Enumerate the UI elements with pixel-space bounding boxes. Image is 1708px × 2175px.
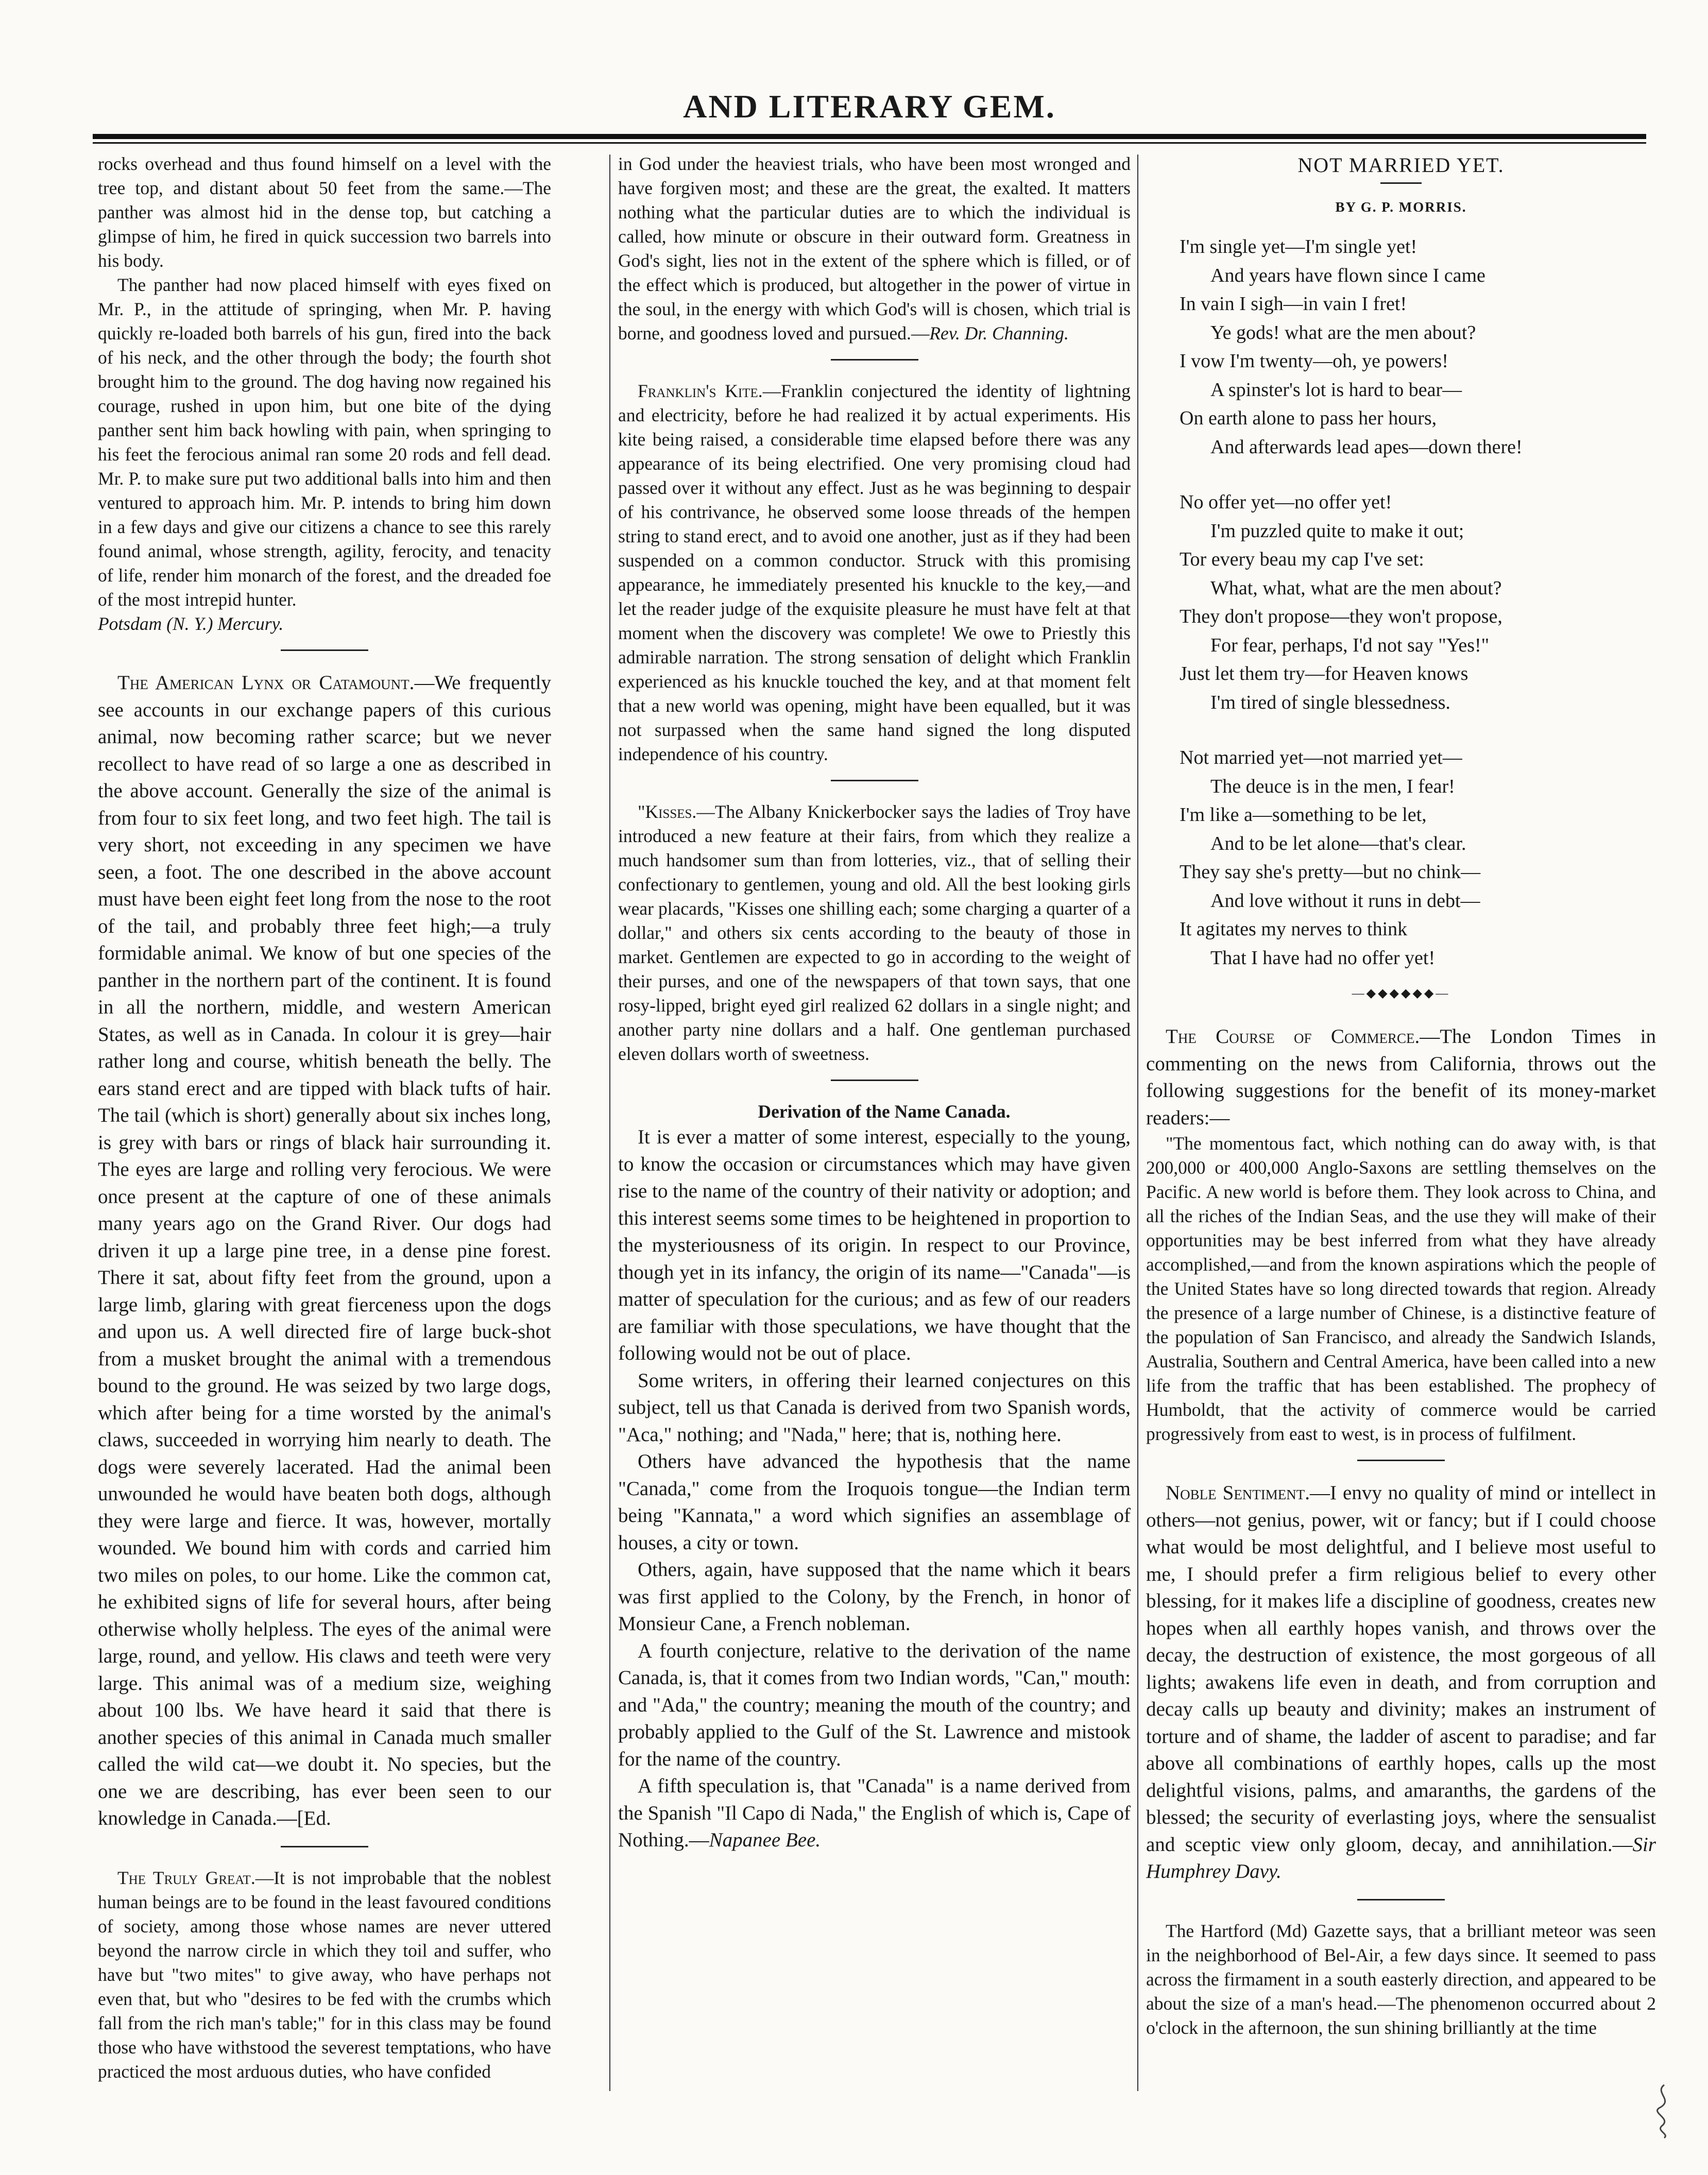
canada-paragraph: Others have advanced the hypothesis that the name "Canada," come from the Iroquois tongue—the Indian term being "Kannata," a word which signifies an assemblage of houses, a city or town.: [618, 1450, 1131, 1554]
source-signature: Rev. Dr. Channing.: [929, 323, 1069, 344]
column-3: [1146, 152, 1656, 2119]
canada-paragraph: A fourth conjecture, relative to the derivation of the name Canada, is, that it comes from two Indian words, "Can," mouth: and "Ada," the country; meaning the mouth of the country; and probably applied to the Gulf of the St. Lawrence and mistook for the name of the country.: [618, 1639, 1131, 1770]
article-separator: [831, 359, 918, 361]
article-separator: [1357, 1460, 1445, 1461]
poem-line: And afterwards lead apes—down there!: [1210, 436, 1523, 458]
column-2: [618, 152, 1131, 2119]
poem-line: On earth alone to pass her hours,: [1180, 407, 1437, 429]
panther-story-continued: rocks overhead and thus found himself on a level with the tree top, and distant about 50 feet from the same.—The panther was almost hid in the dense top, but catching a glimpse of him, he fired in quick succession two barrels into his body.: [98, 153, 551, 271]
article-body: —We frequently see accounts in our exchange papers of this curious animal, now becoming rather scarce; but we never recollect to have read of so large a one as described in the above account. Generally the size of the animal is from four to six feet long, and two feet high. The tail is very short, not exceeding in any specimen we have seen, a foot. The one described in the above account must have been eight feet long from the nose to the root of the tail, and probably three feet high;—a truly formidable animal. We know of but one species of the panther in the northern part of the continent. It is found in all the northern, middle, and western American States, as well as in Canada. In colour it is grey—hair rather long and course, whitish beneath the belly. The ears stand erect and are tipped with black tufts of hair. The tail (which is short) generally about six inches long, is grey with bars or rings of black hair surrounding it. The eyes are large and rolling very ferocious. We were once present at the capture of one of these animals many years ago on the Grand River. Our dogs had driven it up a large pine tree, in a dense pine forest. There it sat, about fifty feet from the ground, upon a large limb, glaring with great fierceness upon the dogs and upon us. A well directed fire of large buck-shot from a musket brought the animal with a tremendous bound to the ground. He was seized by two large dogs, which after being for a time worsted by the animal's claws, succeeded in worrying him nearly to death. The dogs were severely lacerated. Had the animal been unwounded he would have beaten both dogs, although they were large and fierce. It was, however, mortally wounded. We bound him with cords and carried him two miles on poles, to our home. Like the common cat, he exhibited signs of life for several hours, after being otherwise wholly helpless. The eyes of the animal were large, round, and yellow. His claws and teeth were very large. This animal was of a medium size, weighing about 100 lbs. We have heard it said that there is another species of this animal in Canada much smaller called the wild cat—we doubt it. No species, but the one we are describing, has ever been seen to our knowledge in Canada.—[Ed.: [98, 672, 551, 1829]
poem-byline: BY G. P. MORRIS.: [1335, 199, 1467, 215]
masthead-title: AND LITERARY GEM.: [683, 88, 1056, 125]
article-body: A fifth speculation is, that "Canada" is a name derived from the Spanish "Il Capo di Nada," the English of which is, Cape of Nothing.—: [618, 1775, 1131, 1851]
article-separator: [831, 780, 918, 781]
poem-line: I'm puzzled quite to make it out;: [1210, 520, 1464, 542]
commerce-quote: "The momentous fact, which nothing can do away with, is that 200,000 or 400,000 Anglo-Saxons are settling themselves on the Pacific. A new world is before them. They look across to China, and all the riches of the Indian Seas, and the use they will make of their opportunities may be best inferred from what they have already accomplished,—and from the known aspirations which the people of the United States have so long directed towards that region. Already the presence of a large number of Chinese, is a distinctive feature of the population of San Francisco, and already the Sandwich Islands, Australia, Southern and Central America, have been called into a new life from the traffic that has been established. The prophecy of Humboldt, that the activity of commerce would be carried progressively from east to west, is in process of fulfilment.: [1146, 1133, 1656, 1444]
poem-line: It agitates my nerves to think: [1180, 918, 1408, 940]
article-heading: Franklin's Kite.: [638, 381, 763, 401]
poem-line: Just let them try—for Heaven knows: [1180, 663, 1468, 684]
article-heading: "Kisses.: [638, 801, 697, 822]
poem-stanza: [1180, 233, 1656, 461]
poem-line: That I have had no offer yet!: [1210, 947, 1436, 969]
article-body: —The London Times in commenting on the news from California, throws out the following suggestions for the benefit of its money-market readers:—: [1146, 1025, 1656, 1129]
poem-stanza: [1180, 488, 1656, 717]
article-separator: [281, 649, 368, 651]
poem-line: I'm like a—something to be let,: [1180, 804, 1427, 826]
canada-paragraph: [618, 1773, 1131, 1854]
column-1: [98, 152, 551, 2119]
masthead-rule-thin: [93, 142, 1646, 144]
hartford-meteor-article: The Hartford (Md) Gazette says, that a brilliant meteor was seen in the neighborhood of Bel-Air, a few days since. It seemed to pass across the firmament in a south easterly direction, and appeared to be about the size of a man's head.—The phenomenon occurred about 2 o'clock in the afternoon, the sun shining brilliantly at the time: [1146, 1920, 1656, 2038]
poem-line: For fear, perhaps, I'd not say "Yes!": [1210, 634, 1490, 656]
poem-body: [1180, 233, 1656, 972]
article-heading: The Course of Commerce.: [1166, 1025, 1420, 1048]
poem-line: They don't propose—they won't propose,: [1180, 606, 1502, 627]
article-body: —The Albany Knickerbocker says the ladies of Troy have introduced a new feature at their fairs, from which they realize a much handsomer sum than from lotteries, viz., that of selling their confectionary to gentlemen, young and old. All the best looking girls wear placards, "Kisses one shilling each; some charging a quarter of a dollar," and others six cents according to the beauty of those in market. Gentlemen are expected to go in according to the weight of their purses, and one of the newspapers of that town says, that one rosy-lipped, bright eyed girl realized 62 dollars in a single night; and another party nine dollars and a half. One gentleman purchased eleven dollars worth of sweetness.: [618, 801, 1131, 1064]
source-signature: Napanee Bee.: [709, 1829, 821, 1851]
canada-paragraph: Others, again, have supposed that the name which it bears was first applied to the Colony, by the French, in honor of Monsieur Cane, a French nobleman.: [618, 1559, 1131, 1635]
article-body: —Franklin conjectured the identity of lightning and electricity, before he had realized it by actual experiments. His kite being raised, a considerable time elapsed before there was any appearance of its being electrified. One very promising cloud had passed over it without any effect. Just as he was beginning to despair of his contrivance, he observed some loose threads of the hempen string to stand erect, and to avoid one another, just as if they had been suspended on a common conductor. Struck with this promising appearance, he immediately presented his knuckle to the key,—and let the reader judge of the exquisite pleasure he must have felt at that moment when the discovery was complete! We owe to Priestly this admirable narration. The strong sensation of delight which Franklin experienced as his knuckle touched the key, and at that moment felt that a new world was opening, might have been equalled, but it was not surpassed when the same hand signed the long disputed independence of his country.: [618, 381, 1131, 764]
article-separator: [281, 1846, 368, 1847]
article-heading: The Truly Great.: [117, 1867, 255, 1888]
poem-line: They say she's pretty—but no chink—: [1180, 861, 1481, 883]
commerce-article: [1146, 1023, 1656, 1132]
poem-line: No offer yet—no offer yet!: [1180, 491, 1392, 513]
margin-scribble: [1649, 2082, 1680, 2139]
poem-line: The deuce is in the men, I fear!: [1210, 775, 1455, 797]
poem-line: Ye gods! what are the men about?: [1210, 321, 1476, 344]
poem-line: Not married yet—not married yet—: [1180, 747, 1462, 768]
poem-line: And years have flown since I came: [1210, 264, 1485, 286]
poem-line: I'm single yet—I'm single yet!: [1180, 236, 1417, 258]
poem-line: A spinster's lot is hard to bear—: [1210, 379, 1462, 401]
article-separator: [831, 1080, 918, 1081]
article-separator: [1357, 1899, 1445, 1900]
poem-line: I vow I'm twenty—oh, ye powers!: [1180, 350, 1448, 372]
poem-line: What, what, what are the men about?: [1210, 577, 1502, 599]
poem-stanza: [1180, 744, 1656, 972]
poem-line: In vain I sigh—in vain I fret!: [1180, 293, 1407, 315]
poem-line: I'm tired of single blessedness.: [1210, 691, 1450, 713]
ornamental-divider: —◆◆◆◆◆◆—: [1352, 987, 1450, 1000]
poem-line: And to be let alone—that's clear.: [1210, 832, 1466, 854]
panther-story-source: [98, 612, 551, 636]
noble-sentiment-article: [1146, 1480, 1656, 1886]
source-signature: Sir Humphrey Davy.: [1146, 1833, 1656, 1882]
column-divider: [1137, 155, 1138, 2091]
article-heading: Noble Sentiment.: [1166, 1482, 1310, 1504]
poem-title: NOT MARRIED YET.: [1297, 153, 1505, 177]
lynx-article: [98, 670, 551, 1833]
article-body: in God under the heaviest trials, who have been most wronged and have forgiven most; and these are the great, the exalted. It matters nothing what the particular duties are to which the individual is called, how minute or obscure in their outward form. Greatness in God's sight, lies not in the extent of the sphere which is filled, or of the effect which is produced, but altogether in the power of virtue in the soul, in the energy with which God's will is chosen, which trial is borne, and goodness loved and pursued.—: [618, 153, 1131, 344]
panther-story-paragraph: The panther had now placed himself with eyes fixed on Mr. P., in the attitude of springing, when Mr. P. having quickly re-loaded both barrels of his gun, fired into the back of his neck, and the other through the body; the fourth shot brought him to the ground. The dog having now regained his courage, rushed in upon him, but one bite of the dying panther sent him back howling with pain, when springing to his feet the ferocious animal ran some 20 rods and fell dead. Mr. P. to make sure put two additional balls into him and then ventured to approach him. Mr. P. intends to bring him down in a few days and give our citizens a chance to see this rarely found animal, whose strength, agility, ferocity, and tenacity of life, render him monarch of the forest, and the dreaded foe of the most intrepid hunter.: [98, 275, 551, 610]
franklin-kite-article: [618, 379, 1131, 766]
kisses-article: [618, 800, 1131, 1066]
canada-article-heading: Derivation of the Name Canada.: [758, 1101, 1011, 1122]
article-heading: The American Lynx or Catamount.: [117, 672, 415, 694]
source-signature: Potsdam (N. Y.) Mercury.: [98, 613, 284, 634]
column-divider: [609, 155, 610, 2091]
poem-line: Tor every beau my cap I've set:: [1180, 549, 1424, 570]
poem-line: And love without it runs in debt—: [1210, 889, 1480, 912]
poem-title-rule: [1380, 182, 1422, 184]
canada-paragraph: Some writers, in offering their learned conjectures on this subject, tell us that Canada is derived from two Spanish words, "Aca," nothing; and "Nada," here; that is, nothing here.: [618, 1369, 1131, 1446]
truly-great-article: [98, 1866, 551, 2084]
masthead-rule-thick: [93, 134, 1646, 139]
truly-great-continued: [618, 152, 1131, 346]
article-body: —I envy no quality of mind or intellect in others—not genius, power, wit or fancy; but if I could choose what would be most delightful, and I believe most useful to me, I should prefer a firm religious belief to every other blessing, for it makes life a discipline of goodness, creates new hopes when all earthly hopes vanish, and throws over the decay, the destruction of existence, the most gorgeous of all lights; awakens life even in death, and from corruption and decay calls up beauty and divinity; makes an instrument of torture and of shame, the ladder of ascent to paradise; and far above all combinations of earthly hopes, calls up the most delightful visions, palms, and amaranths, the gardens of the blessed; the security of everlasting joys, where the sensualist and sceptic view only gloom, decay, and annihilation.—: [1146, 1482, 1656, 1856]
canada-paragraph: It is ever a matter of some interest, especially to the young, to know the occasion or circumstances which may have given rise to the name of the country of their nativity or adoption; and this interest seems some times to be heightened in proportion to the mysteriousness of its origin. In respect to our Province, though yet in its infancy, the origin of its name—"Canada"—is matter of speculation for the curious; and as few of our readers are familiar with those speculations, we have thought that the following would not be out of place.: [618, 1126, 1131, 1364]
article-body: —It is not improbable that the noblest human beings are to be found in the least favoured conditions of society, among those whose names are never uttered beyond the narrow circle in which they toil and suffer, who have but "two mites" to give away, who have perhaps not even that, but who "desires to be fed with the crumbs which fall from the rich man's table;" for in this class may be found those who have withstood the severest temptations, who have practiced the most arduous duties, who have confided: [98, 1867, 551, 2082]
